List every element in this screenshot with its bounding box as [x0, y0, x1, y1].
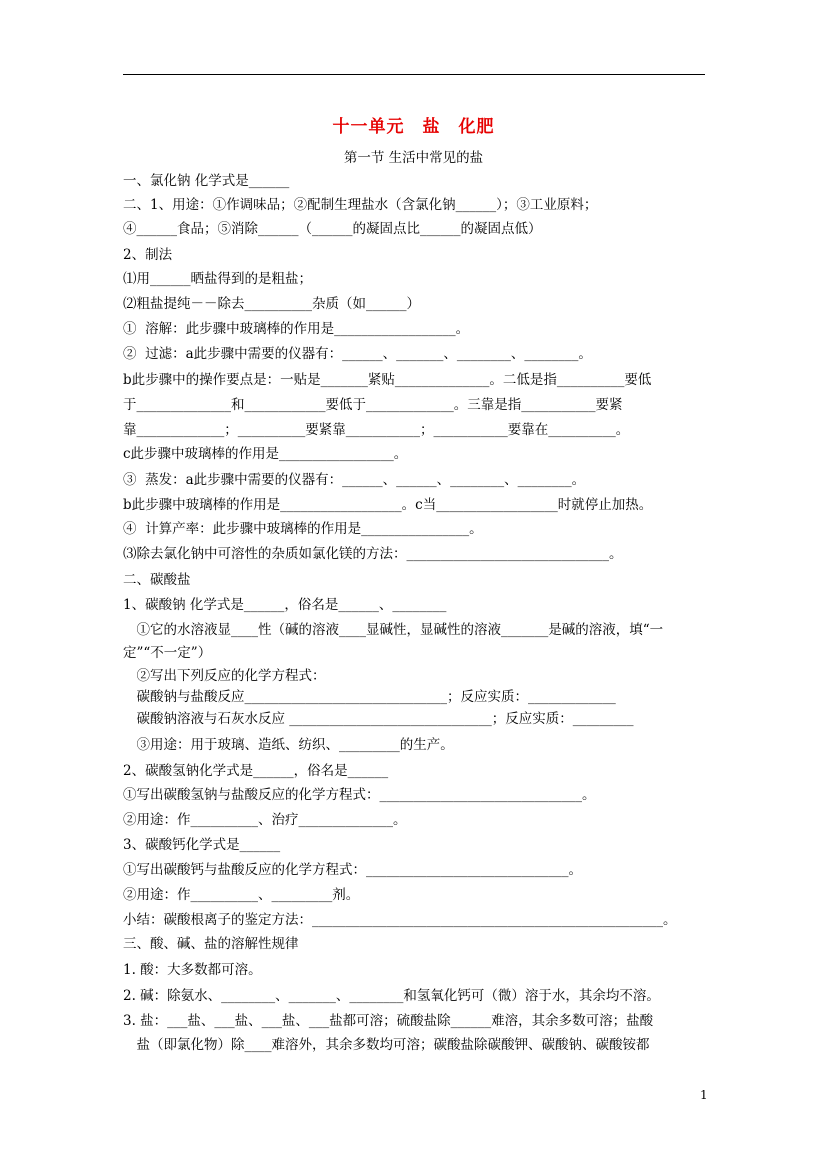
text-line: c此步骤中玻璃棒的作用是_________________。 [123, 446, 408, 462]
section-subtitle: 第一节 生活中常见的盐 [343, 150, 484, 166]
text-line: ①写出碳酸钙与盐酸反应的化学方程式：______________________________。 [123, 862, 582, 878]
text-line: 2、碳酸氢钠化学式是______，俗名是______ [123, 763, 389, 779]
text-line: ①它的水溶液显____性（碱的溶液____显碱性，显碱性的溶液_______是碱的溶液，填“一 [123, 622, 664, 638]
text-line: 二、1、用途：①作调味品；②配制生理盐水（含氯化钠______）；③工业原料； [123, 197, 598, 213]
text-line: ②用途：作__________、治疗______________。 [123, 812, 407, 828]
text-line: b此步骤中玻璃棒的作用是__________________。c当__________________时就停止加热。 [123, 497, 653, 513]
section-heading: 二、碳酸盐 [123, 572, 191, 588]
text-line: ②写出下列反应的化学方程式： [123, 668, 326, 684]
text-line: 于______________和____________要低于_____________。三靠是指___________要紧 [123, 397, 623, 413]
text-line: 2、制法 [123, 247, 173, 263]
page-number: 1 [700, 1088, 708, 1102]
text-line: 盐（即氯化物）除____难溶外，其余多数均可溶；碳酸盐除碳酸钾、碳酸钠、碳酸铵都 [123, 1037, 650, 1053]
text-line: 1、碳酸钠 化学式是______，俗名是______、________ [123, 597, 447, 613]
text-line: ⑶除去氯化钠中可溶性的杂质如氯化镁的方法：______________________________。 [123, 546, 623, 562]
text-line: 小结：碳酸根离子的鉴定方法：____________________________________________________。 [123, 912, 677, 928]
text-line: b此步骤中的操作要点是：一贴是_______紧贴______________。二低是指__________要低 [123, 372, 652, 388]
text-line: 靠_____________；__________要紧靠___________；___________要靠在__________。 [123, 422, 630, 438]
text-line: 一、氯化钠 化学式是______ [123, 173, 290, 189]
text-line: ② 过滤：a此步骤中需要的仪器有：______、_______、________、________。 [123, 346, 592, 362]
text-line: ⑵粗盐提纯－－除去__________杂质（如______） [123, 296, 420, 312]
text-line: ④ 计算产率：此步骤中玻璃棒的作用是________________。 [123, 521, 483, 537]
text-line: 碳酸钠与盐酸反应______________________________；反应实质：_____________ [123, 689, 616, 705]
text-line: 2. 碱：除氨水、________、_______、________和氢氧化钙可（微）溶于水，其余均不溶。 [123, 988, 660, 1004]
text-line: ④______食品；⑤消除______（______的凝固点比______的凝固点低） [123, 221, 542, 237]
text-line: 1. 酸：大多数都可溶。 [123, 962, 262, 978]
text-line: 3、碳酸钙化学式是______ [123, 837, 281, 853]
text-line: 碳酸钠溶液与石灰水反应 ______________________________；反应实质：_________ [123, 711, 634, 727]
text-line: ③ 蒸发：a此步骤中需要的仪器有：______、______、________、________。 [123, 472, 586, 488]
text-line: ①写出碳酸氢钠与盐酸反应的化学方程式：______________________________。 [123, 787, 596, 803]
header-rule [123, 74, 705, 75]
text-line: ① 溶解：此步骤中玻璃棒的作用是__________________。 [123, 321, 470, 337]
unit-title: 十一单元 盐 化肥 [332, 117, 495, 137]
text-line: ②用途：作__________、_________剂。 [123, 887, 360, 903]
text-line: ③用途：用于玻璃、造纸、纺织、_________的生产。 [123, 737, 454, 753]
text-line: ⑴用______晒盐得到的是粗盐； [123, 271, 312, 287]
text-line: 定”“不一定”） [123, 645, 212, 661]
section-heading: 三、酸、碱、盐的溶解性规律 [123, 936, 299, 952]
text-line: 3. 盐：___盐、___盐、___盐、___盐都可溶；硫酸盐除______难溶，其余多数可溶；盐酸 [123, 1013, 654, 1029]
